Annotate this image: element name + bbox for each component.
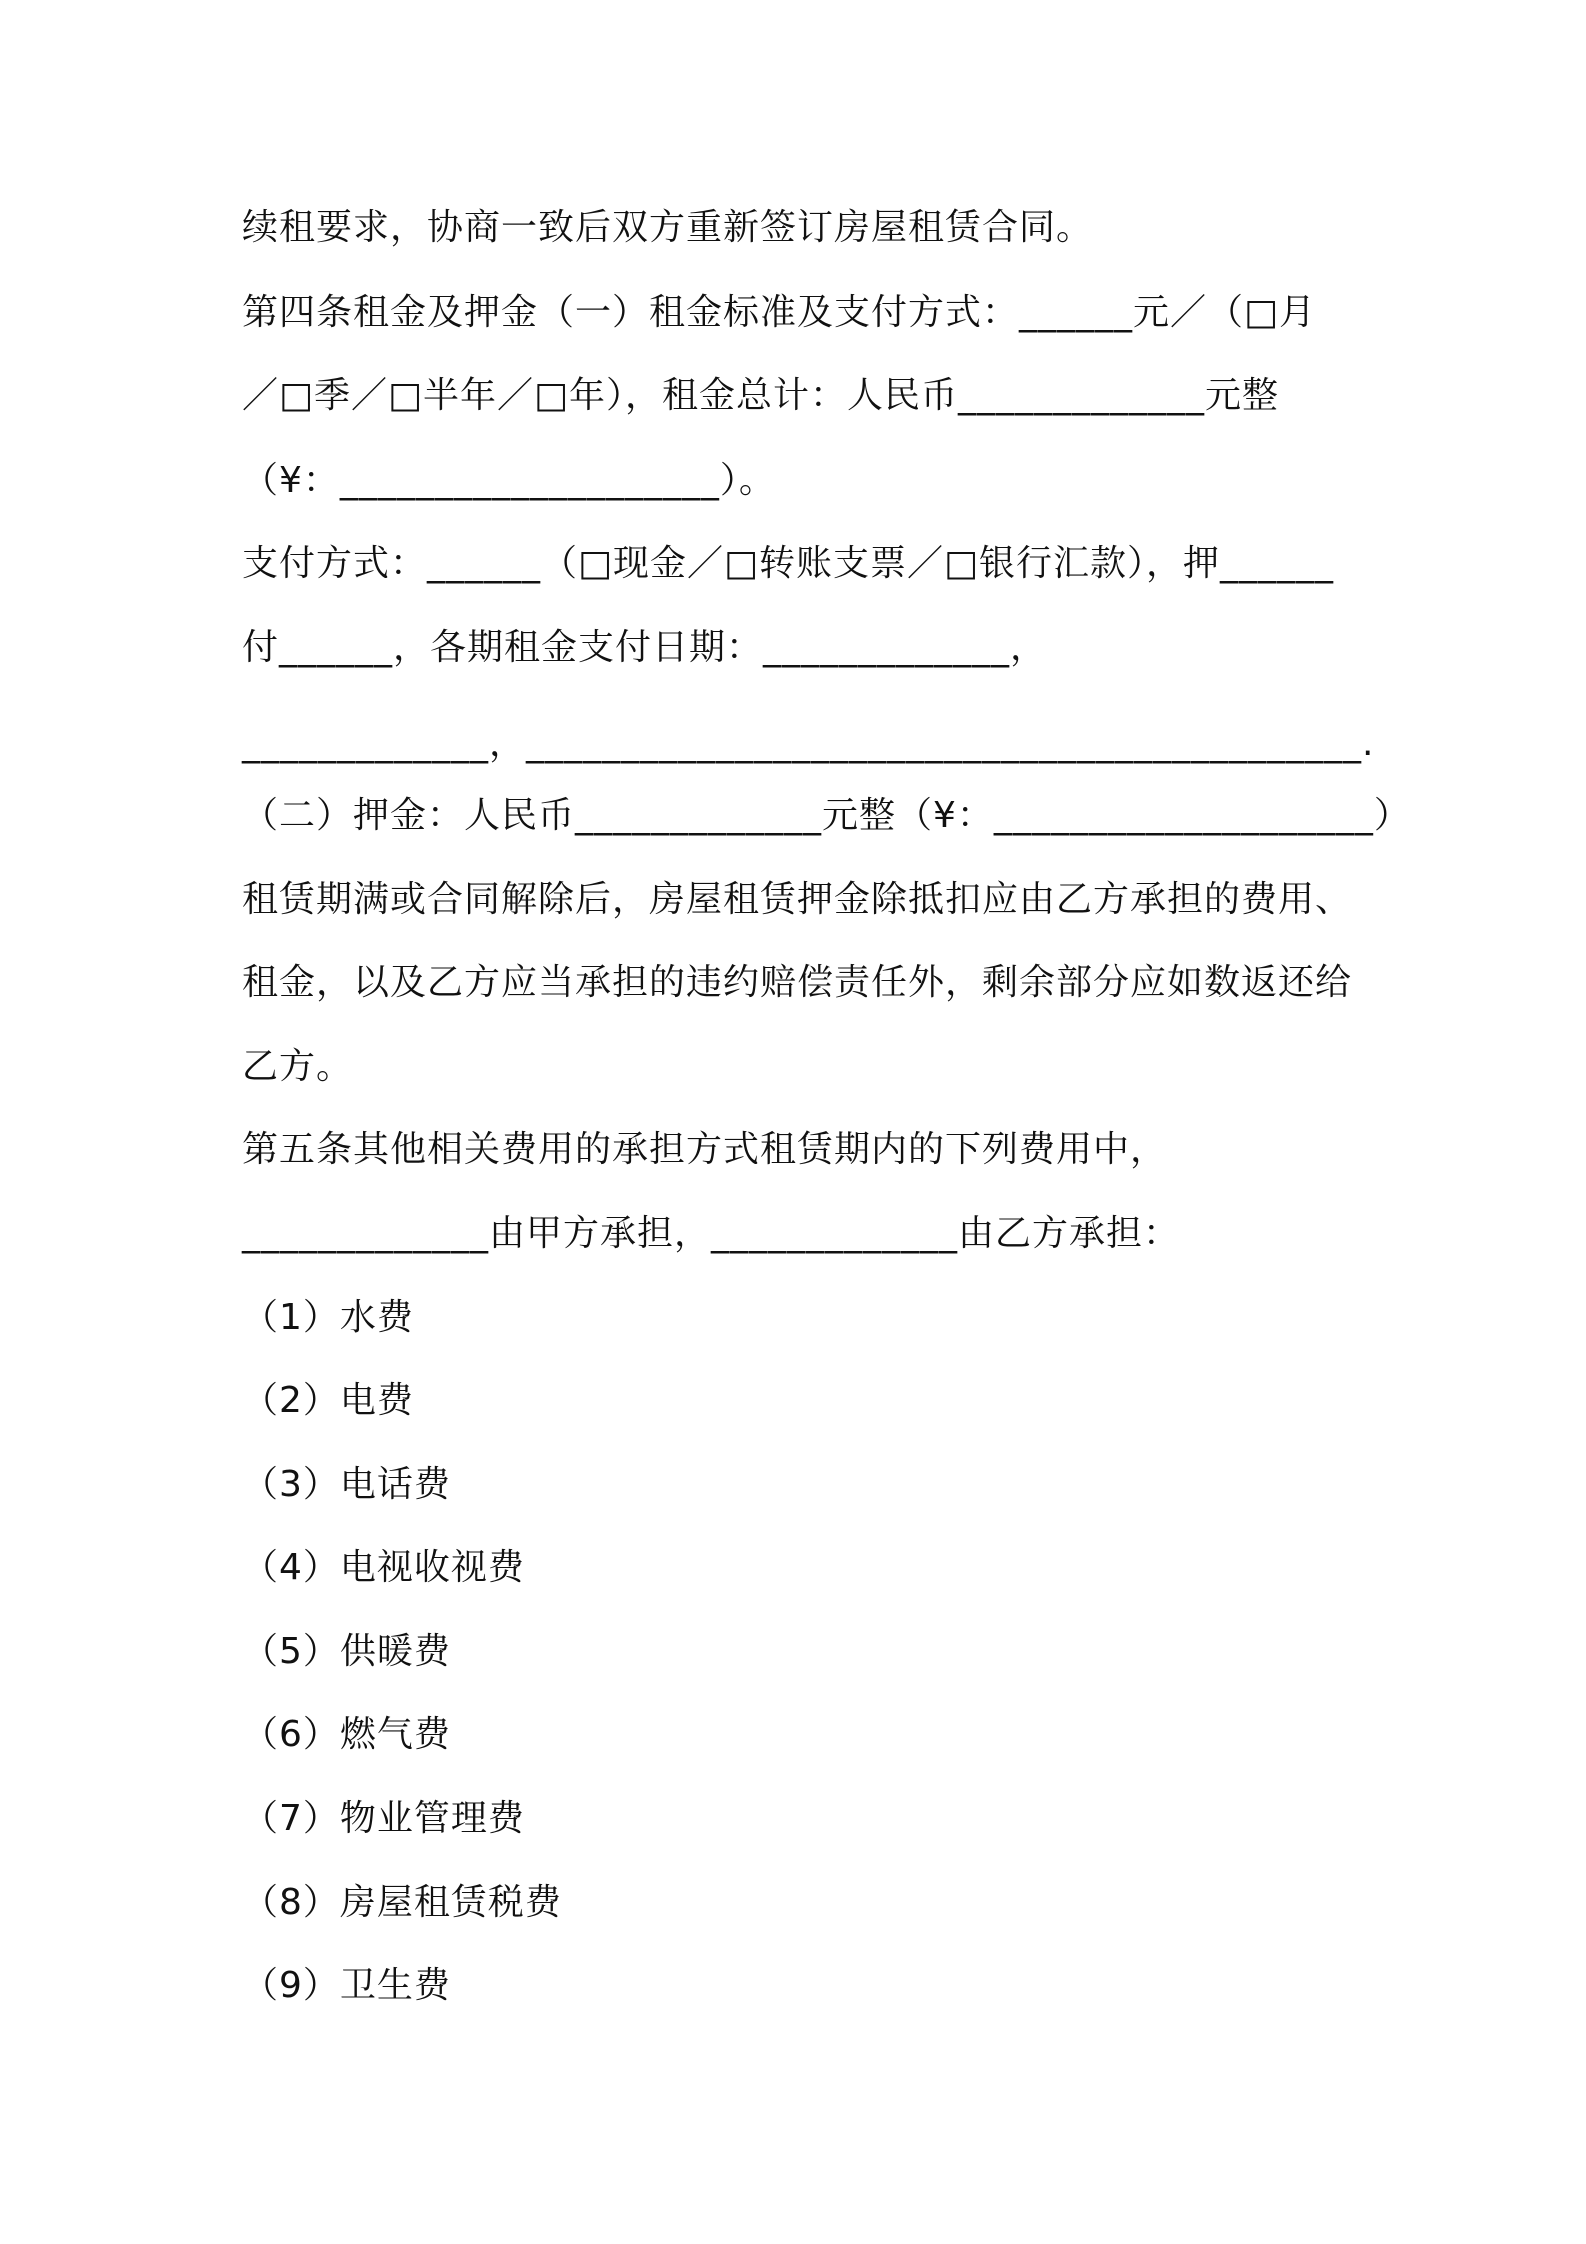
fee-item-property-management: （7）物业管理费: [242, 1798, 525, 1839]
text-line-fee-split: _____________由甲方承担，_____________由乙方承担：: [242, 1213, 1181, 1254]
text-line-deposit-return-1: 租赁期满或合同解除后，房屋租赁押金除抵扣应由乙方承担的费用、: [242, 879, 1353, 920]
text-line-deposit: （二）押金：人民币_____________元整（¥：____________________）: [242, 795, 1411, 836]
fee-item-rental-tax: （8）房屋租赁税费: [242, 1882, 562, 1923]
text-line-rent-yen: （¥：____________________）。: [242, 460, 776, 501]
text-line-deposit-return-3: 乙方。: [242, 1046, 354, 1087]
fee-item-water: （1）水费: [242, 1297, 414, 1338]
text-line-rent-total: ／□季／□半年／□年），租金总计：人民币_____________元整: [242, 375, 1280, 416]
fee-item-heating: （5）供暖费: [242, 1631, 451, 1672]
text-line-payment-method: 支付方式：______（□现金／□转账支票／□银行汇款），押______: [242, 543, 1335, 584]
text-line-article5-heading: 第五条其他相关费用的承担方式租赁期内的下列费用中，: [242, 1129, 1168, 1170]
fee-item-sanitation: （9）卫生费: [242, 1965, 451, 2006]
text-line-deposit-return-2: 租金，以及乙方应当承担的违约赔偿责任外，剩余部分应如数返还给: [242, 962, 1353, 1003]
fee-item-telephone: （3）电话费: [242, 1464, 451, 1505]
text-line-article4-heading: 第四条租金及押金（一）租金标准及支付方式：______元／（□月: [242, 292, 1317, 333]
text-line-payment-dates: 付______，各期租金支付日期：_____________，: [242, 627, 1048, 668]
text-line-renewal: 续租要求，协商一致后双方重新签订房屋租赁合同。: [242, 207, 1094, 248]
fee-item-gas: （6）燃气费: [242, 1714, 451, 1755]
text-line-payment-blanks: _____________，____________________________________________.: [242, 723, 1375, 764]
fee-item-tv: （4）电视收视费: [242, 1547, 525, 1588]
fee-item-electricity: （2）电费: [242, 1380, 414, 1421]
